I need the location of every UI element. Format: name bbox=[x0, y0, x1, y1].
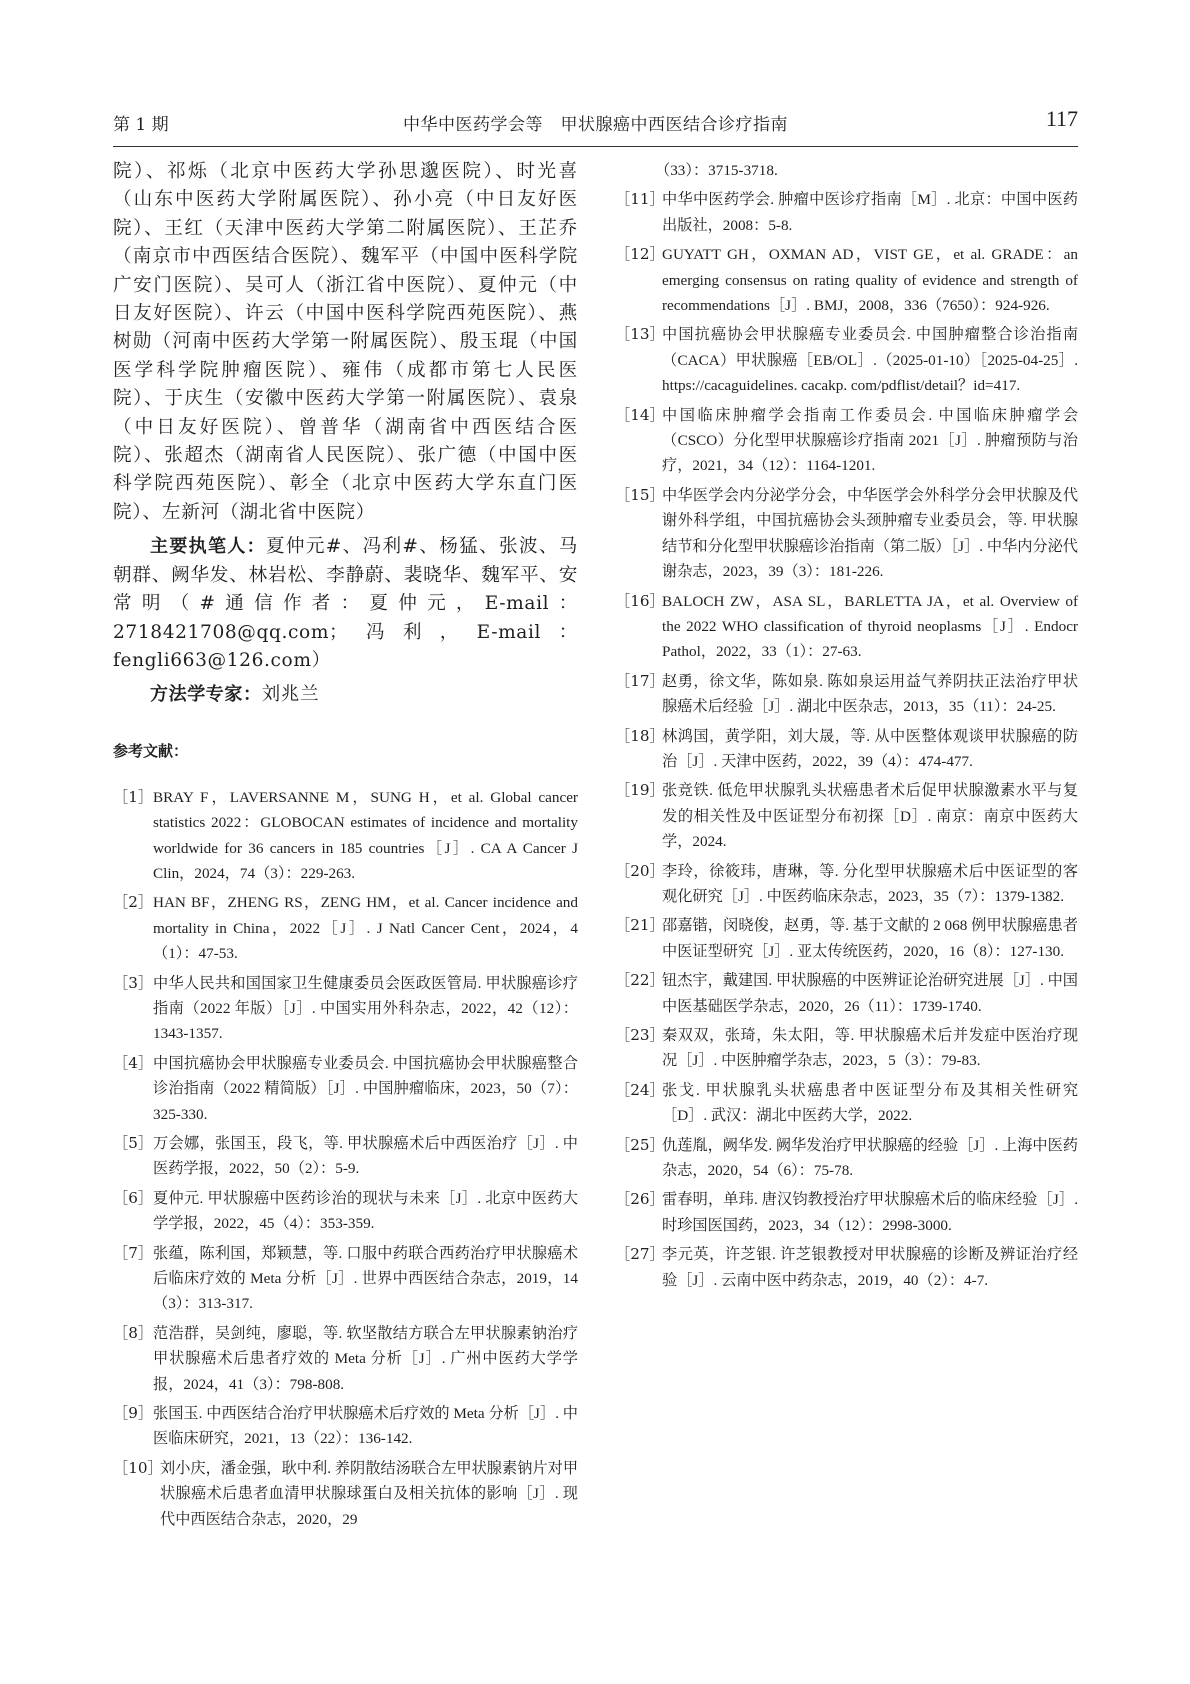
reference-text: 中国抗癌协会甲状腺癌专业委员会. 中国抗癌协会甲状腺癌整合诊治指南（2022 精简版）［J］. 中国肿瘤临床，2023，50（7）：325-330. bbox=[153, 1054, 578, 1123]
reference-text: 中国临床肿瘤学会指南工作委员会. 中国临床肿瘤学会（CSCO）分化型甲状腺癌诊疗指南 2021［J］. 肿瘤预防与治疗，2021，34（12）：1164-1201. bbox=[662, 406, 1078, 475]
reference-item bbox=[113, 1456, 578, 1532]
reference-text: 张国玉. 中西医结合治疗甲状腺癌术后疗效的 Meta 分析［J］. 中医临床研究，2021，13（22）：136-142. bbox=[153, 1405, 578, 1448]
page-number: 117 bbox=[1045, 106, 1078, 131]
reference-item bbox=[615, 242, 1078, 318]
reference-text: 林鸿国，黄学阳，刘大晟，等. 从中医整体观谈甲状腺癌的防治［J］. 天津中医药，2022，39（4）：474-477. bbox=[662, 727, 1078, 770]
reference-item bbox=[615, 913, 1078, 964]
reference-number: ［8］ bbox=[113, 1323, 154, 1342]
reference-item bbox=[615, 1187, 1078, 1238]
reference-number: ［22］ bbox=[615, 971, 665, 990]
reference-text: BRAY F，LAVERSANNE M，SUNG H，et al. Global cancer statistics 2022：GLOBOCAN estimates of incidence and mortality worldwide for 36 cancers in 185 countries［J］. CA A Cancer J Clin，2024，74（3）：229-263. bbox=[153, 788, 578, 882]
reference-number: ［18］ bbox=[615, 726, 665, 745]
reference-number: ［15］ bbox=[615, 485, 665, 504]
methods-label: 方法学专家： bbox=[150, 684, 262, 706]
reference-number: ［16］ bbox=[615, 591, 665, 610]
reference-text: 中国抗癌协会甲状腺癌专业委员会. 中国肿瘤整合诊治指南（CACA）甲状腺癌［EB/OL］.（2025-01-10）［2025-04-25］. https://cacaguidelines. cacakp. com/pdflist/detail？id=417. bbox=[662, 326, 1078, 395]
reference-number: ［1］ bbox=[113, 787, 154, 806]
reference-number: ［10］ bbox=[113, 1458, 163, 1477]
reference-number: ［27］ bbox=[615, 1245, 665, 1264]
reference-text: 李玲，徐筱玮，唐琳，等. 分化型甲状腺癌术后中医证型的客观化研究［J］. 中医药临床杂志，2023，35（7）：1379-1382. bbox=[662, 862, 1078, 905]
reference-number: ［12］ bbox=[615, 245, 665, 264]
reference-text: BALOCH ZW，ASA SL，BARLETTA JA，et al. Overview of the 2022 WHO classification of thyroid neoplasms［J］. Endocr Pathol，2022，33（1）：27-63. bbox=[662, 592, 1078, 661]
right-column bbox=[615, 158, 1078, 1297]
reference-number: ［17］ bbox=[615, 671, 665, 690]
authors-paragraph bbox=[113, 533, 578, 675]
reference-text: 张戈. 甲状腺乳头状癌患者中医证型分布及其相关性研究［D］. 武汉：湖北中医药大学，2022. bbox=[662, 1081, 1078, 1125]
reference-item bbox=[615, 1133, 1078, 1184]
reference-number: ［6］ bbox=[113, 1188, 154, 1207]
reference-number: ［21］ bbox=[615, 916, 665, 935]
reference-text: 雷春明，单玮. 唐汉钧教授治疗甲状腺癌术后的临床经验［J］. 时珍国医国药，2023，34（12）：2998-3000. bbox=[662, 1191, 1078, 1234]
reference-number: ［24］ bbox=[615, 1080, 665, 1099]
reference-item bbox=[113, 971, 578, 1047]
reference-text: 中华医学会内分泌学分会，中华医学会外科学分会甲状腺及代谢外科学组，中国抗癌协会头颈肿瘤专业委员会，等. 甲状腺结节和分化型甲状腺癌诊治指南（第二版）［J］. 中华内分泌代谢杂志，2023，39（3）：181-226. bbox=[662, 486, 1078, 581]
reference-number: ［25］ bbox=[615, 1135, 665, 1154]
reference-item bbox=[615, 589, 1078, 665]
reference-item bbox=[615, 403, 1078, 479]
reference-item bbox=[113, 1401, 578, 1452]
reference-text: 张蕴，陈利国，郑颖慧，等. 口服中药联合西药治疗甲状腺癌术后临床疗效的 Meta 分析［J］. 世界中西医结合杂志，2019，14（3）：313-317. bbox=[153, 1244, 578, 1313]
reference-text: 秦双双，张琦，朱太阳，等. 甲状腺癌术后并发症中医治疗现况［J］. 中医肿瘤学杂志，2023，5（3）：79-83. bbox=[662, 1027, 1078, 1070]
reference-text: 中华人民共和国国家卫生健康委员会医政医管局. 甲状腺癌诊疗指南（2022 年版）［J］. 中国实用外科杂志，2022，42（12）：1343-1357. bbox=[153, 974, 578, 1043]
references-heading: 参考文献： bbox=[113, 741, 189, 760]
reference-text: 张竞铁. 低危甲状腺乳头状癌患者术后促甲状腺激素水平与复发的相关性及中医证型分布初探［D］. 南京：南京中医药大学，2024. bbox=[662, 782, 1078, 851]
reference-number: ［2］ bbox=[113, 893, 154, 912]
references-list-right bbox=[615, 187, 1078, 1293]
reference-text: 李元英，许芝银. 许芝银教授对甲状腺癌的诊断及辨证治疗经验［J］. 云南中医中药杂志，2019，40（2）：4-7. bbox=[662, 1246, 1078, 1289]
references-list-left bbox=[113, 785, 578, 1532]
reference-item bbox=[615, 322, 1078, 398]
issue-number: 第 1 期 bbox=[113, 115, 169, 135]
reference-text: GUYATT GH，OXMAN AD，VIST GE，et al. GRADE：an emerging consensus on rating quality of evidence and strength of recommendations［J］. BMJ，2008，336（7650）：924-926. bbox=[662, 246, 1078, 315]
running-header bbox=[113, 106, 1078, 147]
reference-item bbox=[615, 483, 1078, 585]
reference-number: ［5］ bbox=[113, 1134, 154, 1152]
reference-text: 范浩群，吴剑纯，廖聪，等. 软坚散结方联合左甲状腺素钠治疗甲状腺癌术后患者疗效的 Meta 分析［J］. 广州中医药大学学报，2024，41（3）：798-808. bbox=[153, 1324, 578, 1393]
reference-number: ［23］ bbox=[615, 1026, 665, 1044]
reference-item bbox=[113, 785, 578, 887]
reference-text: 赵勇，徐文华，陈如泉. 陈如泉运用益气养阴扶正法治疗甲状腺癌术后经验［J］. 湖北中医杂志，2013，35（11）：24-25. bbox=[662, 672, 1078, 716]
reference-number: ［9］ bbox=[113, 1404, 154, 1423]
methods-paragraph bbox=[113, 681, 578, 709]
reference-number: ［26］ bbox=[615, 1190, 665, 1209]
reference-item bbox=[113, 1131, 578, 1182]
reference-item bbox=[615, 1078, 1078, 1129]
reference-number: ［19］ bbox=[615, 781, 665, 800]
reference-continuation: （33）：3715-3718. bbox=[655, 162, 778, 179]
methods-text: 刘兆兰 bbox=[261, 684, 320, 706]
authors-text: 夏仲元#、冯利#、杨猛、张波、马朝群、阙华发、林岩松、李静蔚、裴晓华、魏军平、安常明（#通信作者：夏仲元，E-mail：2718421708@qq.com；冯利，E-mail：fengli663@126.com） bbox=[113, 536, 578, 671]
reference-number: ［7］ bbox=[113, 1243, 154, 1262]
left-column bbox=[113, 158, 578, 1536]
reference-text: 钮杰宇，戴建国. 甲状腺癌的中医辨证论治研究进展［J］. 中国中医基础医学杂志，2020，26（11）：1739-1740. bbox=[662, 972, 1078, 1015]
reference-item bbox=[113, 1241, 578, 1317]
reference-item bbox=[615, 1023, 1078, 1074]
reference-text: 中华中医药学会. 肿瘤中医诊疗指南［M］. 北京：中国中医药出版社，2008：5-8. bbox=[662, 191, 1078, 234]
reference-text: HAN BF，ZHENG RS，ZENG HM，et al. Cancer incidence and mortality in China，2022［J］. J Natl Cancer Cent，2024，4（1）：47-53. bbox=[153, 894, 578, 963]
reference-item bbox=[615, 778, 1078, 854]
reference-item bbox=[615, 968, 1078, 1019]
reference-item bbox=[615, 859, 1078, 910]
reference-item bbox=[615, 669, 1078, 720]
reference-text: 仇莲胤，阙华发. 阙华发治疗甲状腺癌的经验［J］. 上海中医药杂志，2020，54（6）：75-78. bbox=[662, 1136, 1078, 1180]
reference-text: 邵嘉锴，闵晓俊，赵勇，等. 基于文献的 2 068 例甲状腺癌患者中医证型研究［J］. 亚太传统医药，2020，16（8）：127-130. bbox=[662, 917, 1078, 960]
reference-text: 万会娜，张国玉，段飞，等. 甲状腺癌术后中西医治疗［J］. 中医药学报，2022，50（2）：5-9. bbox=[153, 1135, 578, 1178]
reference-number: ［13］ bbox=[615, 325, 665, 344]
reference-item bbox=[615, 724, 1078, 775]
reference-number: ［20］ bbox=[615, 861, 665, 880]
reference-text: 刘小庆，潘金强，耿中利. 养阴散结汤联合左甲状腺素钠片对甲状腺癌术后患者血清甲状腺球蛋白及相关抗体的影响［J］. 现代中西医结合杂志，2020，29 bbox=[160, 1459, 578, 1528]
contributors-paragraph: 院）、祁烁（北京中医药大学孙思邈医院）、时光喜（山东中医药大学附属医院）、孙小亮（中日友好医院）、王红（天津中医药大学第二附属医院）、王芷乔（南京市中西医结合医院）、魏军平（中国中医科学院广安门医院）、吴可人（浙江省中医院）、夏仲元（中日友好医院）、许云（中国中医科学院西苑医院）、燕树勋（河南中医药大学第一附属医院）、殷玉琨（中国医学科学院肿瘤医院）、雍伟（成都市第七人民医院）、于庆生（安徽中医药大学第一附属医院）、袁泉（中日友好医院）、曾普华（湖南省中西医结合医院）、张超杰（湖南省人民医院）、张广德（中国中医科学院西苑医院）、彰全（北京中医药大学东直门医院）、左新河（湖北省中医院） bbox=[113, 161, 578, 523]
reference-item bbox=[113, 1321, 578, 1397]
reference-number: ［4］ bbox=[113, 1053, 154, 1072]
reference-item bbox=[113, 890, 578, 966]
authors-label: 主要执笔人： bbox=[150, 536, 266, 558]
reference-number: ［3］ bbox=[113, 973, 154, 992]
reference-item bbox=[615, 187, 1078, 238]
reference-item bbox=[113, 1186, 578, 1237]
reference-number: ［11］ bbox=[615, 190, 665, 209]
journal-running-title: 中华中医药学会等 甲状腺癌中西医结合诊疗指南 bbox=[403, 115, 788, 135]
reference-item bbox=[113, 1051, 578, 1127]
reference-number: ［14］ bbox=[615, 405, 665, 424]
reference-text: 夏仲元. 甲状腺癌中医药诊治的现状与未来［J］. 北京中医药大学学报，2022，45（4）：353-359. bbox=[153, 1189, 578, 1233]
reference-item bbox=[615, 1242, 1078, 1293]
